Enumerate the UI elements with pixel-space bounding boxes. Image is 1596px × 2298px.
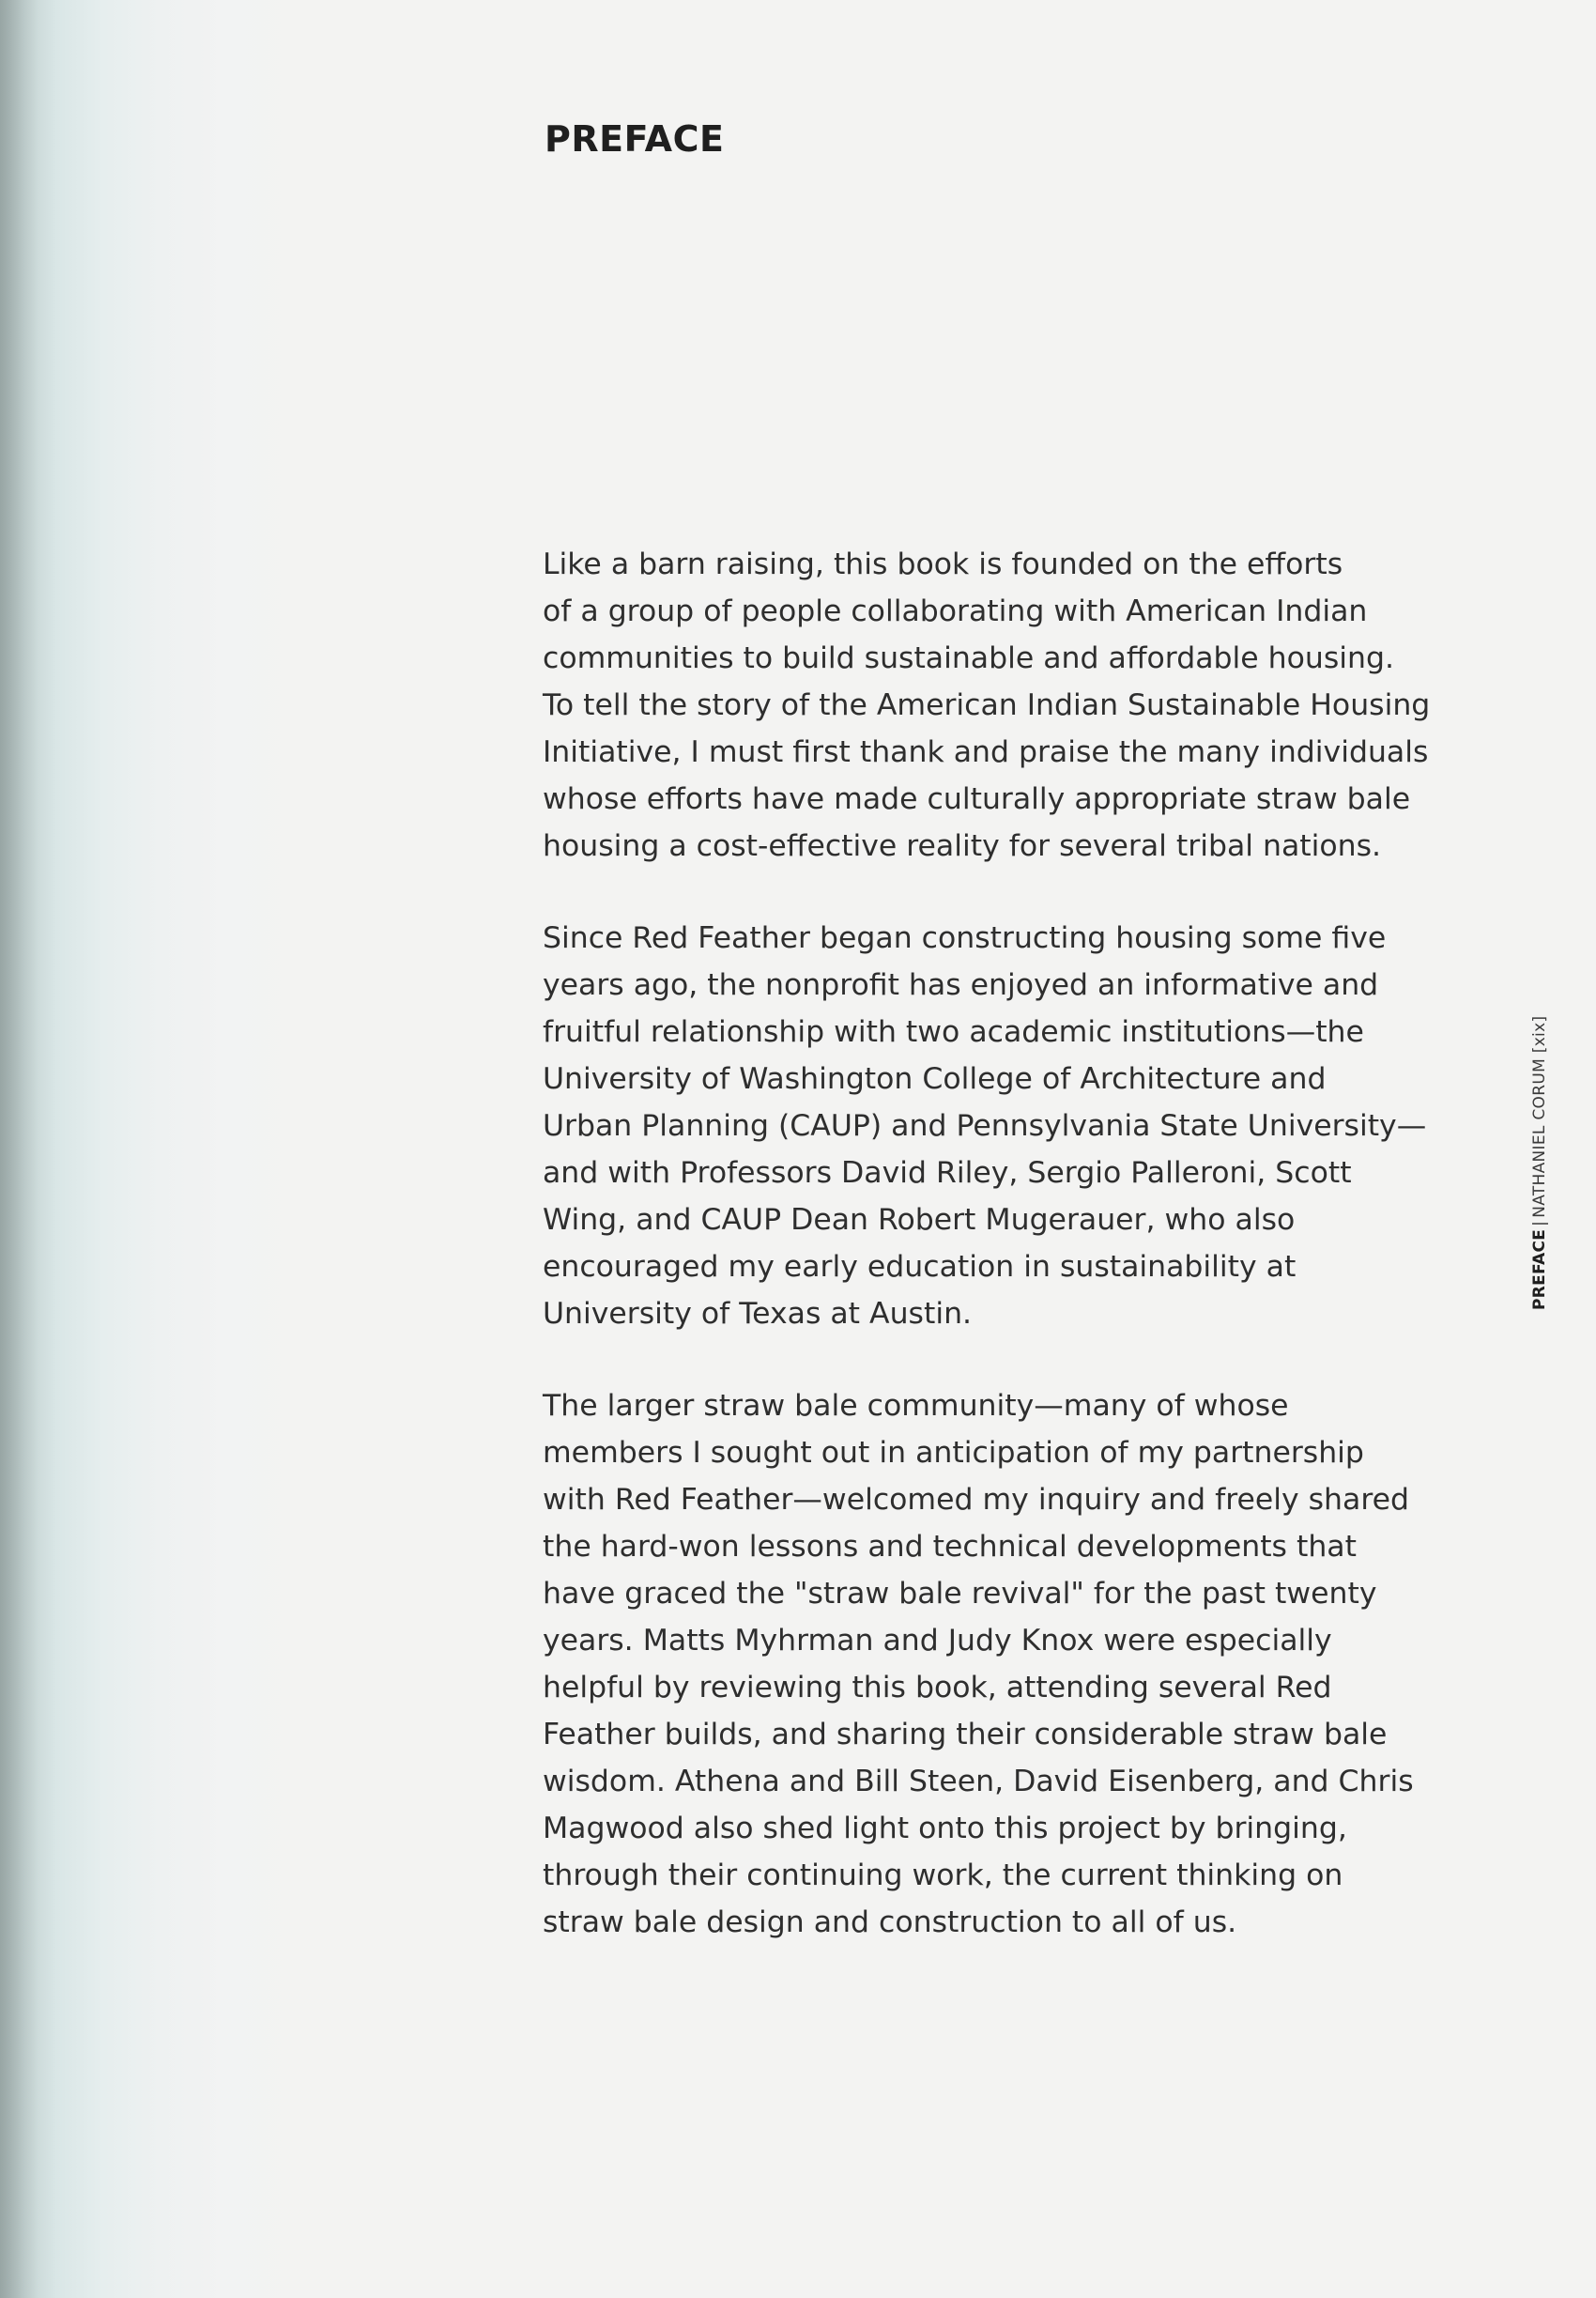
- text-line: have graced the "straw bale revival" for the past twenty: [543, 1577, 1377, 1611]
- preface-body: [543, 541, 1481, 1991]
- text-line: fruitful relationship with two academic institutions—the: [543, 1015, 1364, 1049]
- text-line: communities to build sustainable and affordable housing.: [543, 641, 1394, 675]
- text-line: with Red Feather—welcomed my inquiry and freely shared: [543, 1483, 1409, 1517]
- binding-shadow: [0, 0, 38, 2298]
- text-line: members I sought out in anticipation of my partnership: [543, 1436, 1364, 1470]
- text-line: wisdom. Athena and Bill Steen, David Eisenberg, and Chris: [543, 1765, 1414, 1798]
- paragraph-2: [543, 915, 1481, 1337]
- page-number: [xix]: [1530, 1015, 1549, 1054]
- text-line: Feather builds, and sharing their considerable straw bale: [543, 1718, 1388, 1751]
- text-line: Magwood also shed light onto this project by bringing,: [543, 1812, 1347, 1845]
- text-line: Like a barn raising, this book is founded on the efforts: [543, 548, 1343, 581]
- running-head-author: NATHANIEL CORUM: [1530, 1057, 1549, 1218]
- text-line: University of Washington College of Architecture and: [543, 1062, 1327, 1096]
- paragraph-1: [543, 541, 1481, 870]
- text-line: encouraged my early education in sustainability at: [543, 1250, 1297, 1284]
- text-line: University of Texas at Austin.: [543, 1297, 973, 1331]
- running-head: [1530, 1016, 1549, 1310]
- running-head-section: PREFACE: [1530, 1228, 1549, 1310]
- text-line: and with Professors David Riley, Sergio Palleroni, Scott: [543, 1156, 1352, 1190]
- text-line: the hard-won lessons and technical developments that: [543, 1530, 1357, 1564]
- text-line: Wing, and CAUP Dean Robert Mugerauer, who also: [543, 1203, 1296, 1237]
- text-line: housing a cost-effective reality for several tribal nations.: [543, 829, 1382, 863]
- text-line: Initiative, I must first thank and praise the many individuals: [543, 735, 1429, 769]
- page-heading: PREFACE: [545, 118, 725, 160]
- text-line: whose efforts have made culturally appropriate straw bale: [543, 782, 1411, 816]
- running-head-separator: |: [1530, 1220, 1549, 1226]
- text-line: To tell the story of the American Indian Sustainable Housing: [543, 688, 1431, 722]
- text-line: straw bale design and construction to all of us.: [543, 1905, 1237, 1939]
- text-line: years. Matts Myhrman and Judy Knox were especially: [543, 1624, 1332, 1658]
- text-line: helpful by reviewing this book, attending several Red: [543, 1671, 1332, 1704]
- text-line: through their continuing work, the current thinking on: [543, 1858, 1343, 1892]
- text-line: Since Red Feather began constructing housing some five: [543, 921, 1387, 955]
- text-line: years ago, the nonprofit has enjoyed an informative and: [543, 968, 1379, 1002]
- text-line: Urban Planning (CAUP) and Pennsylvania State University—: [543, 1109, 1427, 1143]
- text-line: of a group of people collaborating with American Indian: [543, 594, 1368, 628]
- paragraph-3: [543, 1382, 1481, 1946]
- text-line: The larger straw bale community—many of whose: [543, 1389, 1289, 1423]
